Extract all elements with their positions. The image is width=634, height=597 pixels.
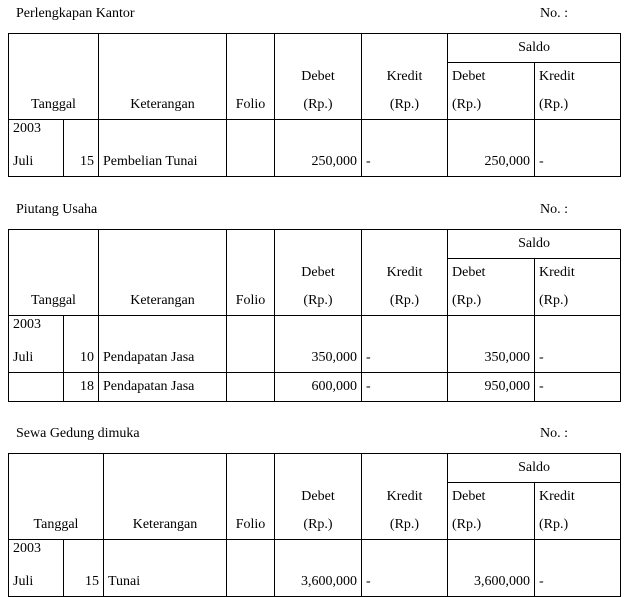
row-month: Juli <box>9 568 64 597</box>
col-kredit-unit: (Rp.) <box>362 91 448 120</box>
row-saldo-debet: 3,600,000 <box>448 568 535 597</box>
row-saldo-kredit: - <box>535 373 621 402</box>
row-day: 15 <box>64 148 99 177</box>
row-saldo-kredit: - <box>535 148 621 177</box>
col-kredit-unit: (Rp.) <box>362 511 448 540</box>
row-folio <box>227 344 275 373</box>
row-debet: 250,000 <box>275 148 362 177</box>
ledger-header <box>8 6 620 26</box>
year-row <box>9 120 621 149</box>
account-name: Perlengkapan Kantor <box>16 6 135 21</box>
table-row <box>9 148 621 177</box>
col-saldo-debet-unit: (Rp.) <box>448 511 535 540</box>
col-saldo-kredit: Kredit <box>535 259 621 288</box>
col-tanggal: Tanggal <box>9 454 104 540</box>
ledger-piutang-usaha <box>8 202 620 394</box>
col-saldo-debet: Debet <box>448 259 535 288</box>
header-row-1 <box>9 454 621 483</box>
header-row-1 <box>9 230 621 259</box>
account-name: Piutang Usaha <box>16 202 98 217</box>
account-no-label: No. : <box>540 202 568 217</box>
year: 2003 <box>9 316 64 345</box>
col-folio: Folio <box>227 454 275 540</box>
row-keterangan: Pendapatan Jasa <box>99 344 227 373</box>
col-debet: Debet <box>275 34 362 92</box>
col-debet-unit: (Rp.) <box>275 287 362 316</box>
ledger-header <box>8 426 620 446</box>
row-keterangan: Pendapatan Jasa <box>99 373 227 402</box>
col-debet: Debet <box>275 230 362 288</box>
row-debet: 350,000 <box>275 344 362 373</box>
table-row <box>9 344 621 373</box>
table-row <box>9 373 621 402</box>
col-saldo: Saldo <box>448 454 621 483</box>
col-keterangan: Keterangan <box>99 230 227 316</box>
account-no-label: No. : <box>540 426 568 441</box>
ledger-table <box>8 229 621 402</box>
col-saldo-kredit-unit: (Rp.) <box>535 511 621 540</box>
col-keterangan: Keterangan <box>104 454 227 540</box>
year: 2003 <box>9 120 64 149</box>
row-day: 15 <box>64 568 104 597</box>
account-name: Sewa Gedung dimuka <box>16 426 140 441</box>
col-saldo-debet-unit: (Rp.) <box>448 287 535 316</box>
row-saldo-kredit: - <box>535 568 621 597</box>
col-saldo-debet: Debet <box>448 483 535 512</box>
row-keterangan: Pembelian Tunai <box>99 148 227 177</box>
row-debet: 600,000 <box>275 373 362 402</box>
col-keterangan: Keterangan <box>99 34 227 120</box>
row-kredit: - <box>362 344 448 373</box>
row-saldo-debet: 350,000 <box>448 344 535 373</box>
col-saldo: Saldo <box>448 34 621 63</box>
col-saldo: Saldo <box>448 230 621 259</box>
year: 2003 <box>9 540 64 569</box>
row-folio <box>227 568 275 597</box>
col-saldo-debet-unit: (Rp.) <box>448 91 535 120</box>
col-kredit: Kredit <box>362 34 448 92</box>
col-kredit-unit: (Rp.) <box>362 287 448 316</box>
row-saldo-kredit: - <box>535 344 621 373</box>
ledger-table <box>8 33 621 177</box>
row-folio <box>227 373 275 402</box>
row-kredit: - <box>362 568 448 597</box>
ledger-table <box>8 453 621 597</box>
row-month: Juli <box>9 344 64 373</box>
ledger-header <box>8 202 620 222</box>
row-kredit: - <box>362 373 448 402</box>
row-kredit: - <box>362 148 448 177</box>
col-saldo-kredit-unit: (Rp.) <box>535 91 621 120</box>
row-saldo-debet: 950,000 <box>448 373 535 402</box>
row-debet: 3,600,000 <box>275 568 362 597</box>
row-day: 10 <box>64 344 99 373</box>
col-tanggal: Tanggal <box>9 230 99 316</box>
col-folio: Folio <box>227 34 275 120</box>
col-saldo-debet: Debet <box>448 63 535 92</box>
account-no-label: No. : <box>540 6 568 21</box>
row-month <box>9 373 64 402</box>
col-saldo-kredit: Kredit <box>535 63 621 92</box>
ledger-perlengkapan-kantor <box>8 6 620 169</box>
year-row <box>9 540 621 569</box>
col-debet-unit: (Rp.) <box>275 91 362 120</box>
row-keterangan: Tunai <box>104 568 227 597</box>
row-month: Juli <box>9 148 64 177</box>
col-debet: Debet <box>275 454 362 512</box>
col-folio: Folio <box>227 230 275 316</box>
year-row <box>9 316 621 345</box>
row-folio <box>227 148 275 177</box>
col-kredit: Kredit <box>362 230 448 288</box>
col-saldo-kredit-unit: (Rp.) <box>535 287 621 316</box>
table-row <box>9 568 621 597</box>
ledger-sewa-gedung-dimuka <box>8 426 620 589</box>
col-kredit: Kredit <box>362 454 448 512</box>
header-row-1 <box>9 34 621 63</box>
row-day: 18 <box>64 373 99 402</box>
col-saldo-kredit: Kredit <box>535 483 621 512</box>
row-saldo-debet: 250,000 <box>448 148 535 177</box>
col-tanggal: Tanggal <box>9 34 99 120</box>
col-debet-unit: (Rp.) <box>275 511 362 540</box>
